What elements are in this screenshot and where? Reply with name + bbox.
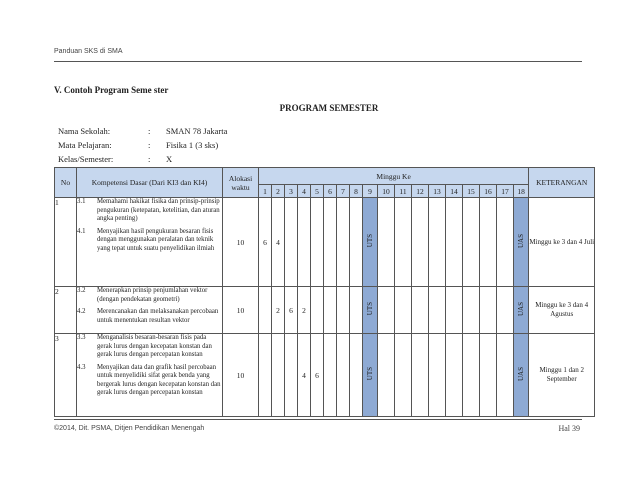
week-cell: 2 [298, 287, 311, 334]
week-cell [429, 287, 446, 334]
competency-item [77, 198, 222, 224]
alokasi-value: 10 [223, 198, 259, 287]
uts-cell [363, 334, 378, 417]
head-no: No [55, 168, 77, 198]
week-cell [350, 334, 363, 417]
week-cell [497, 334, 514, 417]
uts-cell [363, 287, 378, 334]
week-cell [350, 198, 363, 287]
week-head-8: 8 [350, 185, 363, 198]
week-cell [272, 334, 285, 417]
week-cell: 4 [298, 334, 311, 417]
row-number: 2 [55, 287, 77, 334]
competency-code: 3.1 [77, 198, 86, 205]
head-keterangan: KETERANGAN [529, 168, 595, 198]
week-cell [311, 287, 324, 334]
week-cell: 6 [311, 334, 324, 417]
head-minggu: Minggu Ke [259, 168, 529, 185]
week-head-10: 10 [378, 185, 395, 198]
week-cell [429, 334, 446, 417]
week-cell [480, 287, 497, 334]
keterangan-value: Minggu 1 dan 2 September [529, 334, 595, 417]
competency-item [77, 228, 222, 254]
week-cell [446, 287, 463, 334]
week-head-11: 11 [395, 185, 412, 198]
week-cell [259, 334, 272, 417]
competency-item [77, 308, 222, 325]
competency-text: Merencanakan dan melaksanakan percobaan untuk menentukan resultan vektor [97, 308, 219, 324]
header-rule [54, 61, 582, 62]
uas-cell [514, 287, 529, 334]
week-head-3: 3 [285, 185, 298, 198]
footer-copyright: ©2014, Dit. PSMA, Ditjen Pendidikan Menengah [54, 425, 205, 432]
program-title: PROGRAM SEMESTER [279, 103, 379, 113]
info-row-school [58, 124, 227, 138]
week-cell [446, 334, 463, 417]
week-cell [378, 334, 395, 417]
page-number: Hal 39 [558, 424, 580, 433]
competency-text: Menerapkan prinsip penjumlahan vektor (dengan pendekatan geometri) [97, 287, 208, 303]
competency-text: Menyajikan hasil pengukuran besaran fisis dengan menggunakan peralatan dan teknik yang tepat untuk suatu penyelidikan ilmiah [97, 227, 215, 252]
info-block [58, 124, 227, 166]
competency-item [77, 287, 222, 304]
week-head-9: 9 [363, 185, 378, 198]
week-cell [298, 198, 311, 287]
alokasi-value: 10 [223, 287, 259, 334]
head-kd: Kompetensi Dasar (Dari KI3 dan KI4) [77, 168, 223, 198]
exam-label: UAS [517, 233, 526, 248]
alokasi-value: 10 [223, 334, 259, 417]
week-cell [324, 334, 337, 417]
class-label: Kelas/Semester: [58, 154, 114, 164]
week-head-6: 6 [324, 185, 337, 198]
week-cell [324, 198, 337, 287]
competency-text: Memahami hakikat fisika dan prinsip-prinsip pengukuran (ketepatan, ketelitian, dan aturan angka penting) [97, 198, 220, 222]
week-cell [337, 198, 350, 287]
table-row [55, 287, 595, 334]
subject-label: Mata Pelajaran: [58, 140, 112, 150]
competency-cell [77, 198, 223, 287]
week-cell [395, 287, 412, 334]
competency-code: 4.3 [77, 363, 86, 371]
week-cell [350, 287, 363, 334]
week-cell [497, 287, 514, 334]
week-cell: 4 [272, 198, 285, 287]
week-cell [337, 334, 350, 417]
uas-cell [514, 198, 529, 287]
week-head-15: 15 [463, 185, 480, 198]
week-cell [412, 198, 429, 287]
competency-item [77, 364, 222, 398]
competency-code: 4.2 [77, 308, 86, 315]
week-cell: 2 [272, 287, 285, 334]
competency-text: Menganalisis besaran-besaran fisis pada gerak lurus dengan kecepatan konstan dan gerak lurus dengan percepatan konstan [97, 334, 212, 358]
footer-rule [54, 419, 582, 420]
section-title: V. Contoh Program Seme ster [54, 85, 169, 95]
competency-item [77, 334, 222, 360]
week-cell [480, 334, 497, 417]
week-cell [259, 287, 272, 334]
school-label: Nama Sekolah: [58, 126, 111, 136]
row-number: 1 [55, 198, 77, 287]
exam-label: UTS [366, 302, 374, 316]
week-head-5: 5 [311, 185, 324, 198]
week-head-12: 12 [412, 185, 429, 198]
week-cell [446, 198, 463, 287]
week-cell [463, 287, 480, 334]
week-cell [395, 198, 412, 287]
competency-code: 3.3 [77, 334, 86, 341]
class-sep: : [148, 154, 151, 164]
class-value: X [166, 154, 173, 164]
week-head-13: 13 [429, 185, 446, 198]
exam-label: UTS [366, 367, 374, 381]
school-value: SMAN 78 Jakarta [166, 126, 228, 136]
exam-label: UTS [366, 234, 374, 248]
week-head-14: 14 [446, 185, 463, 198]
week-cell [412, 287, 429, 334]
week-cell [429, 198, 446, 287]
week-head-17: 17 [497, 185, 514, 198]
competency-text: Menyajikan data dan grafik hasil percobaan untuk menyelidiki sifat gerak benda yang bergerak lurus dengan kecepatan konstan dan gerak lurus dengan percepatan konstan [97, 363, 221, 396]
uts-cell [363, 198, 378, 287]
table-row [55, 334, 595, 417]
row-number: 3 [55, 334, 77, 417]
week-cell [412, 334, 429, 417]
competency-code: 3.2 [77, 287, 86, 294]
week-cell [463, 198, 480, 287]
week-head-16: 16 [480, 185, 497, 198]
week-cell [285, 334, 298, 417]
week-cell: 6 [259, 198, 272, 287]
week-cell: 6 [285, 287, 298, 334]
info-row-subject [58, 138, 227, 152]
keterangan-value: Minggu ke 3 dan 4 Agustus [529, 287, 595, 334]
competency-cell [77, 287, 223, 334]
week-cell [311, 198, 324, 287]
week-cell [480, 198, 497, 287]
keterangan-value: Minggu ke 3 dan 4 Juli [529, 198, 595, 287]
competency-cell [77, 334, 223, 417]
week-head-2: 2 [272, 185, 285, 198]
semester-table [54, 167, 595, 417]
week-cell [378, 198, 395, 287]
uas-cell [514, 334, 529, 417]
running-header: Panduan SKS di SMA [54, 48, 123, 55]
week-head-18: 18 [514, 185, 529, 198]
subject-value: Fisika 1 (3 sks) [166, 140, 219, 150]
head-alokasi: Alokasi waktu [223, 168, 259, 198]
week-cell [285, 198, 298, 287]
competency-code: 4.1 [77, 227, 86, 235]
week-head-7: 7 [337, 185, 350, 198]
school-sep: : [148, 126, 151, 136]
week-cell [324, 287, 337, 334]
week-cell [337, 287, 350, 334]
week-cell [463, 334, 480, 417]
info-row-class [58, 152, 227, 166]
week-cell [378, 287, 395, 334]
week-head-1: 1 [259, 185, 272, 198]
week-cell [395, 334, 412, 417]
subject-sep: : [148, 140, 151, 150]
table-row [55, 198, 595, 287]
week-head-4: 4 [298, 185, 311, 198]
week-cell [497, 198, 514, 287]
exam-label: UAS [517, 366, 526, 381]
exam-label: UAS [517, 301, 526, 316]
